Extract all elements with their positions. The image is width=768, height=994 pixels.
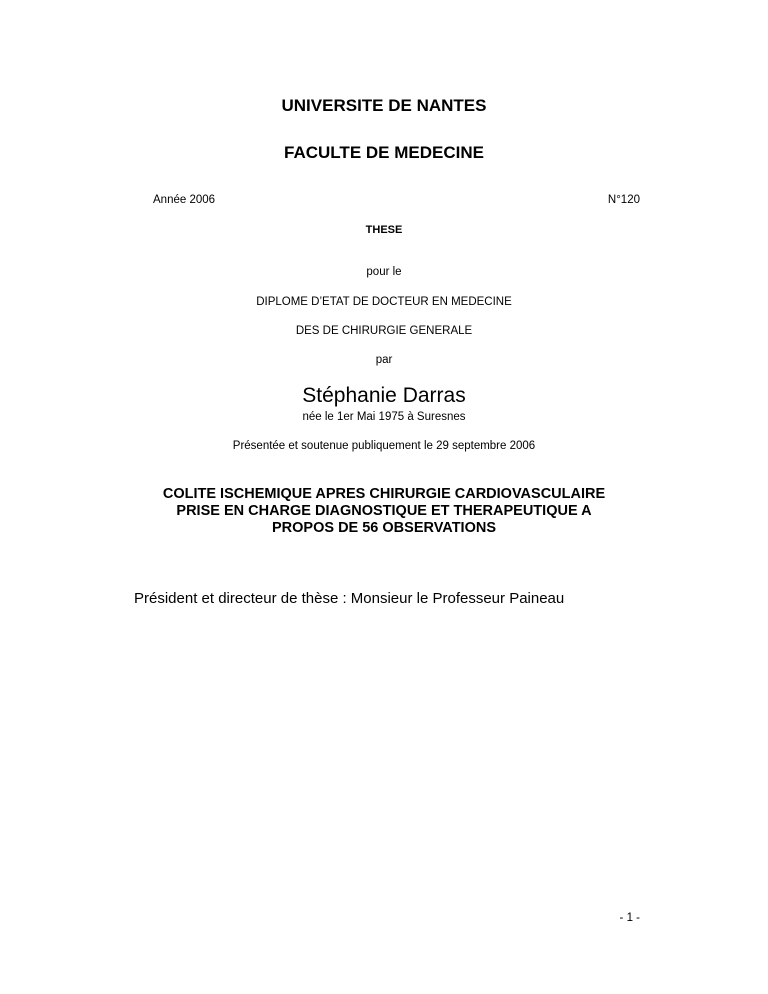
page-number: - 1 - (619, 912, 640, 924)
thesis-title-line: PRISE EN CHARGE DIAGNOSTIQUE ET THERAPEUTIQUE A (176, 503, 592, 519)
author-name: Stéphanie Darras (302, 384, 466, 407)
pour-le-text: pour le (366, 266, 402, 278)
specialty-title: DES DE CHIRURGIE GENERALE (295, 325, 473, 337)
thesis-title-line: COLITE ISCHEMIQUE APRES CHIRURGIE CARDIOVASCULAIRE (162, 486, 606, 502)
year-label: Année 2006 (153, 194, 216, 206)
birth-info: née le 1er Mai 1975 à Suresnes (302, 411, 466, 423)
faculty-name: FACULTE DE MEDECINE (284, 143, 484, 162)
university-name: UNIVERSITE DE NANTES (281, 96, 487, 115)
diploma-title: DIPLOME D’ETAT DE DOCTEUR EN MEDECINE (256, 296, 512, 308)
president-line: Président et directeur de thèse : Monsieur le Professeur Paineau (134, 590, 565, 607)
thesis-title-line: PROPOS DE 56 OBSERVATIONS (272, 520, 496, 536)
presentation-info: Présentée et soutenue publiquement le 29 septembre 2006 (232, 440, 536, 452)
thesis-number: N°120 (607, 194, 640, 206)
par-text: par (375, 354, 393, 366)
thesis-label: THESE (365, 224, 403, 236)
thesis-title (0, 486, 768, 537)
